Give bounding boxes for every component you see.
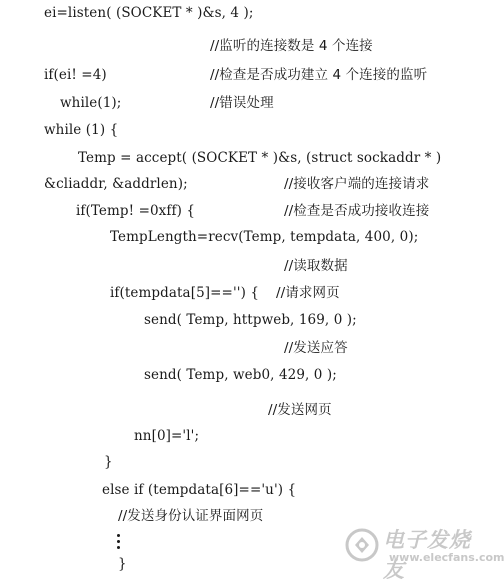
comment-send-auth-page: //发送身份认证界面网页 — [118, 508, 264, 524]
code-line-if-tempdata5: if(tempdata[5]=='') { — [110, 285, 260, 301]
elecfans-logo-icon — [345, 528, 379, 562]
code-line-accept: Temp = accept( (SOCKET * )&s, (struct sockaddr * ) — [78, 150, 442, 166]
code-line-while-loop: while (1) { — [44, 122, 119, 138]
comment-listen-count: //监听的连接数是 4 个连接 — [210, 38, 373, 54]
code-line-while-error: while(1); — [60, 95, 122, 111]
comment-check-listen: //检查是否成功建立 4 个连接的监听 — [210, 67, 428, 83]
code-line-recv: TempLength=recv(Temp, tempdata, 400, 0); — [110, 229, 419, 245]
watermark-url: www.elecfans.com — [389, 551, 504, 564]
comment-request-page: //请求网页 — [276, 285, 340, 301]
code-line-close-brace: } — [104, 454, 113, 470]
code-line-listen: ei=listen( (SOCKET * )&s, 4 ); — [44, 5, 254, 21]
comment-read-data: //读取数据 — [284, 258, 348, 274]
watermark-text: 电子发烧友 — [383, 528, 471, 582]
code-line-send-httpweb: send( Temp, httpweb, 169, 0 ); — [144, 312, 357, 328]
code-line-else-if: else if (tempdata[6]=='u') { — [102, 482, 297, 498]
comment-accept: //接收客户端的连接请求 — [284, 176, 430, 192]
code-line-send-web0: send( Temp, web0, 429, 0 ); — [144, 367, 337, 383]
comment-error-handling: //错误处理 — [210, 95, 274, 111]
code-line-nn: nn[0]='l'; — [134, 428, 200, 444]
comment-send-response: //发送应答 — [284, 340, 348, 356]
code-line-if-ei: if(ei! =4) — [44, 67, 107, 83]
vertical-ellipsis-icon — [114, 534, 122, 552]
comment-check-accept: //检查是否成功接收连接 — [284, 203, 430, 219]
code-line-final-brace: } — [118, 556, 127, 572]
comment-send-page: //发送网页 — [268, 402, 332, 418]
code-line-accept-args: &cliaddr, &addrlen); — [44, 176, 188, 192]
code-line-if-temp: if(Temp! =0xff) { — [76, 203, 196, 219]
watermark — [345, 522, 504, 582]
